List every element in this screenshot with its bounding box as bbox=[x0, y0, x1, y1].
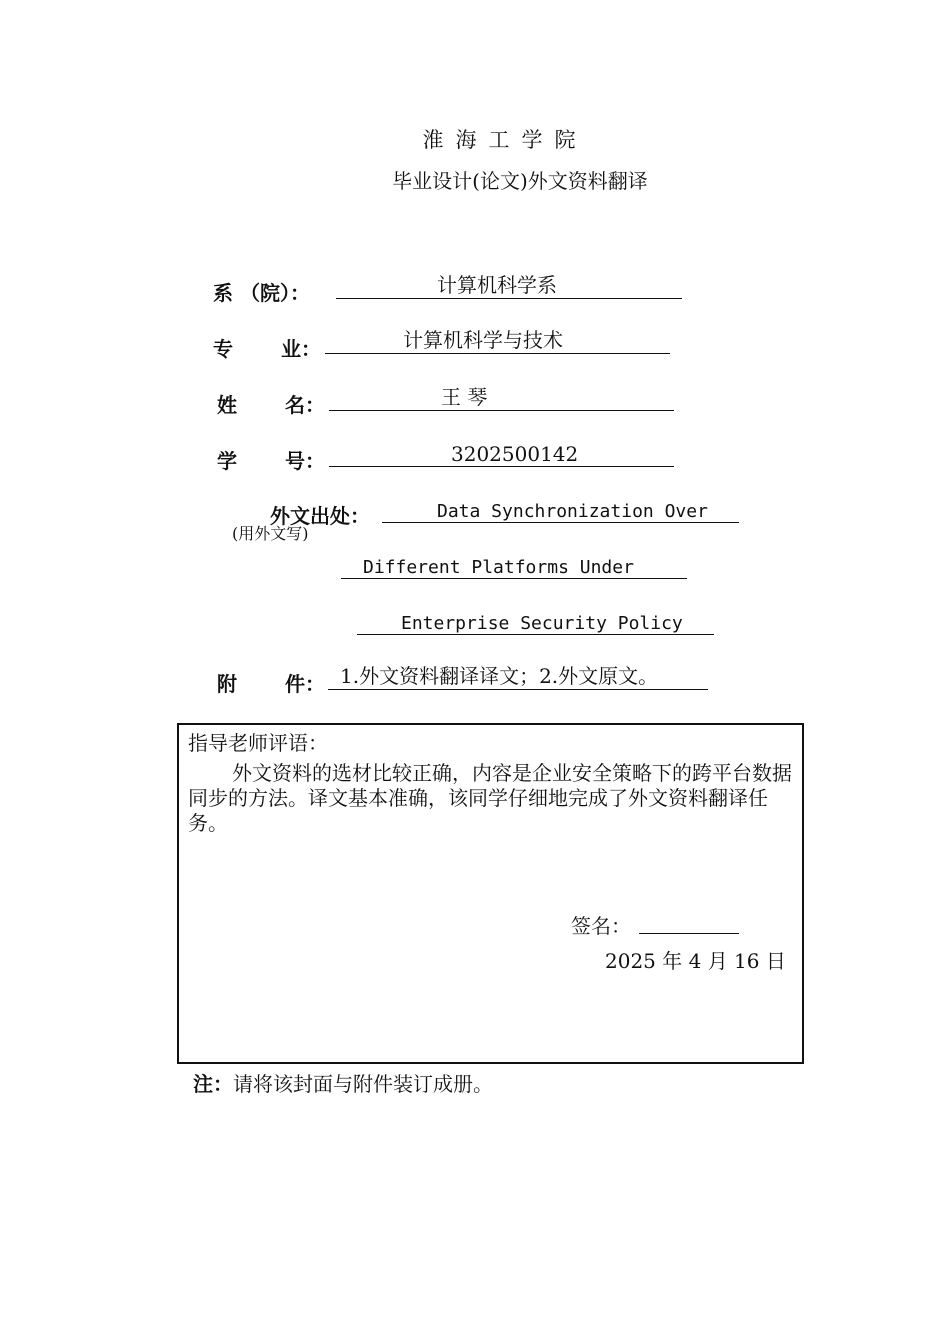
major-label-char1: 专 bbox=[213, 337, 233, 361]
department-field bbox=[336, 272, 682, 299]
signature-label: 签名： bbox=[571, 914, 631, 938]
attachment-value: 1.外文资料翻译译文；2.外文原文。 bbox=[340, 664, 659, 688]
source-text-3: Enterprise Security Policy bbox=[401, 613, 683, 634]
student-id-value: 3202500142 bbox=[451, 442, 579, 466]
student-id-field bbox=[329, 440, 674, 467]
source-line-1 bbox=[382, 496, 739, 523]
student-id-label-char1: 学 bbox=[217, 449, 237, 473]
review-date: 2025 年 4 月 16 日 bbox=[605, 949, 786, 973]
signature-line bbox=[639, 933, 739, 934]
document-title: 毕业设计(论文)外文资料翻译 bbox=[392, 169, 648, 193]
advisor-review-box bbox=[177, 723, 804, 1064]
source-text-1: Data Synchronization Over bbox=[437, 501, 708, 522]
note-label: 注： bbox=[193, 1072, 233, 1096]
source-line-2 bbox=[341, 552, 687, 579]
source-text-2: Different Platforms Under bbox=[363, 557, 634, 578]
school-name: 淮海工学院 bbox=[422, 128, 588, 152]
major-field bbox=[325, 327, 670, 354]
source-sublabel: (用外文写) bbox=[232, 524, 309, 543]
footer-note bbox=[193, 1068, 493, 1097]
source-label: 外文出处： bbox=[270, 504, 370, 528]
department-value: 计算机科学系 bbox=[437, 273, 557, 297]
attachment-label-char2: 件： bbox=[285, 672, 325, 696]
attachment-label-char1: 附 bbox=[217, 672, 237, 696]
review-body: 外文资料的选材比较正确，内容是企业安全策略下的跨平台数据同步的方法。译文基本准确，该同学仔细地完成了外文资料翻译任务。 bbox=[188, 761, 792, 835]
name-value: 王 琴 bbox=[441, 385, 488, 409]
major-label-char2: 业： bbox=[281, 337, 321, 361]
name-label-char2: 名： bbox=[285, 393, 325, 417]
student-id-label-char2: 号： bbox=[285, 449, 325, 473]
review-title: 指导老师评语： bbox=[188, 731, 328, 755]
major-value: 计算机科学与技术 bbox=[403, 328, 563, 352]
note-text: 请将该封面与附件装订成册。 bbox=[233, 1072, 493, 1096]
name-field bbox=[329, 384, 674, 411]
attachment-field bbox=[328, 663, 708, 690]
source-line-3 bbox=[357, 608, 714, 635]
name-label-char1: 姓 bbox=[217, 393, 237, 417]
department-label: 系 （院）： bbox=[213, 281, 310, 305]
